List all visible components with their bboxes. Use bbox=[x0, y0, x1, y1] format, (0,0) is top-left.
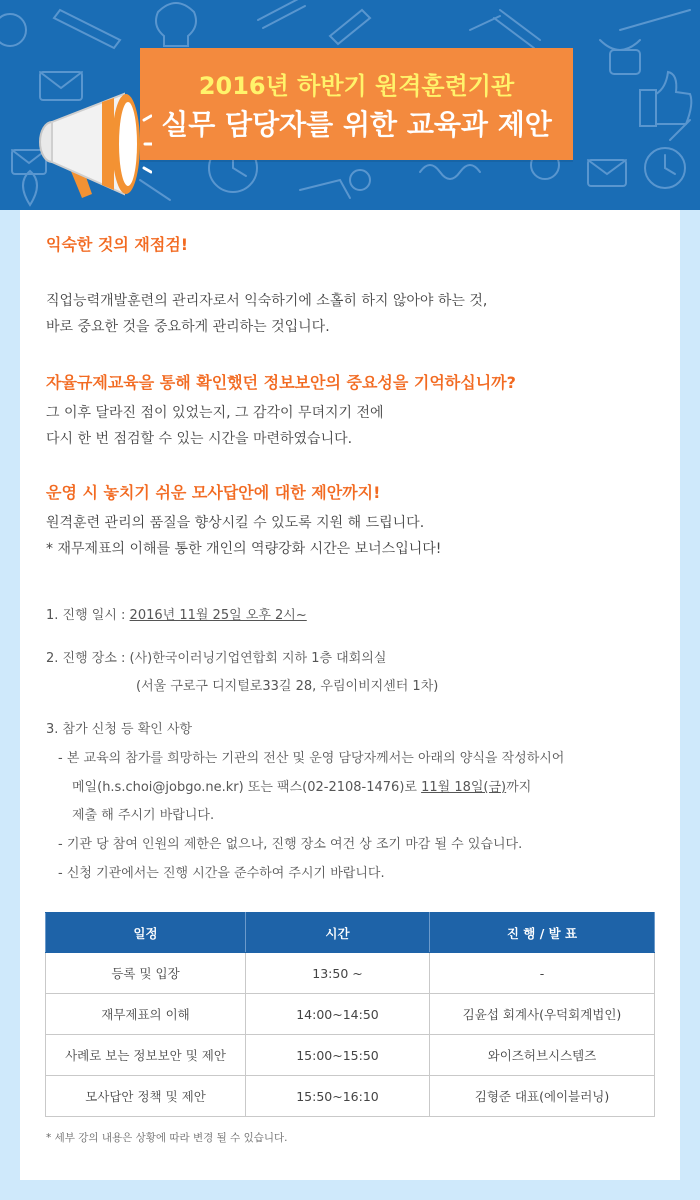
section-2-line-1: 그 이후 달라진 점이 있었는지, 그 감각이 무뎌지기 전에 bbox=[46, 405, 384, 421]
header-banner bbox=[0, 0, 700, 210]
cell-presenter: 와이즈허브시스템즈 bbox=[430, 1035, 655, 1076]
info-place-label: 2. 진행 장소 : bbox=[46, 651, 130, 666]
section-heading-3: 운영 시 놓치기 쉬운 모사답안에 대한 제안까지! bbox=[46, 483, 381, 502]
bullet-3: - 신청 기관에서는 진행 시간을 준수하여 주시기 바랍니다. bbox=[58, 866, 385, 881]
section-1-line-1: 직업능력개발훈련의 관리자로서 익숙하기에 소홀히 하지 않아야 하는 것, bbox=[46, 293, 488, 309]
title-box bbox=[140, 48, 573, 160]
section-heading-2: 자율규제교육을 통해 확인했던 정보보안의 중요성을 기억하십니까? bbox=[46, 373, 516, 392]
section-heading-1: 익숙한 것의 재점검! bbox=[46, 235, 189, 254]
deadline-date: 11월 18일(금) bbox=[421, 780, 507, 795]
section-2-line-2: 다시 한 번 점검할 수 있는 시간을 마련하였습니다. bbox=[46, 431, 353, 447]
table-row bbox=[46, 994, 655, 1035]
info-item-date bbox=[46, 604, 307, 623]
bullet-1-contact: 메일(h.s.choi@jobgo.ne.kr) 또는 팩스(02-2108-1476)로 bbox=[72, 780, 422, 795]
cell-time: 13:50 ~ bbox=[246, 953, 430, 994]
cell-schedule: 사례로 보는 정보보안 및 제안 bbox=[46, 1035, 246, 1076]
bullet-2: - 기관 당 참여 인원의 제한은 없으나, 진행 장소 여건 상 조기 마감 될 수 있습니다. bbox=[58, 837, 523, 852]
section-3-line-2: * 재무제표의 이해를 통한 개인의 역량강화 시간은 보너스입니다! bbox=[46, 541, 442, 557]
cell-time: 15:00~15:50 bbox=[246, 1035, 430, 1076]
cell-presenter: 김형준 대표(에이블러닝) bbox=[430, 1076, 655, 1117]
schedule-table bbox=[45, 912, 655, 1117]
col-header-presenter: 진 행 / 발 표 bbox=[430, 913, 655, 953]
title-line-1: 2016년 하반기 원격훈련기관 bbox=[198, 72, 515, 100]
title-line-2: 실무 담당자를 위한 교육과 제안 bbox=[161, 108, 552, 141]
info-item-application: 3. 참가 신청 등 확인 사항 bbox=[46, 722, 193, 737]
content-card bbox=[20, 210, 680, 1180]
footnote: * 세부 강의 내용은 상황에 따라 변경 될 수 있습니다. bbox=[46, 1132, 288, 1144]
cell-schedule: 모사답안 정책 및 제안 bbox=[46, 1076, 246, 1117]
table-header-row bbox=[46, 913, 655, 953]
cell-time: 15:50~16:10 bbox=[246, 1076, 430, 1117]
info-date-label: 1. 진행 일시 : bbox=[46, 608, 130, 623]
info-item-place bbox=[46, 647, 386, 666]
info-place-address: (서울 구로구 디지털로33길 28, 우림이비지센터 1차) bbox=[136, 679, 439, 694]
table-row bbox=[46, 953, 655, 994]
section-3-line-1: 원격훈련 관리의 품질을 향상시킬 수 있도록 지원 해 드립니다. bbox=[46, 515, 425, 531]
info-date-value: 2016년 11월 25일 오후 2시~ bbox=[129, 608, 307, 623]
bullet-1-until: 까지 bbox=[506, 780, 532, 795]
col-header-schedule: 일정 bbox=[46, 913, 246, 953]
table-row bbox=[46, 1035, 655, 1076]
info-place-value: (사)한국이러닝기업연합회 지하 1층 대회의실 bbox=[129, 651, 387, 666]
bullet-1-line-1: - 본 교육의 참가를 희망하는 기관의 전산 및 운영 담당자께서는 아래의 양식을 작성하시어 bbox=[58, 751, 565, 766]
col-header-time: 시간 bbox=[246, 913, 430, 953]
cell-presenter: - bbox=[430, 953, 655, 994]
table-row bbox=[46, 1076, 655, 1117]
cell-schedule: 등록 및 입장 bbox=[46, 953, 246, 994]
bullet-1-line-3: 제출 해 주시기 바랍니다. bbox=[72, 808, 215, 823]
megaphone-icon bbox=[32, 90, 152, 210]
cell-presenter: 김윤섭 회계사(우덕회계법인) bbox=[430, 994, 655, 1035]
cell-time: 14:00~14:50 bbox=[246, 994, 430, 1035]
bullet-1-line-2 bbox=[72, 776, 531, 795]
section-1-line-2: 바로 중요한 것을 중요하게 관리하는 것입니다. bbox=[46, 319, 330, 335]
cell-schedule: 재무제표의 이해 bbox=[46, 994, 246, 1035]
